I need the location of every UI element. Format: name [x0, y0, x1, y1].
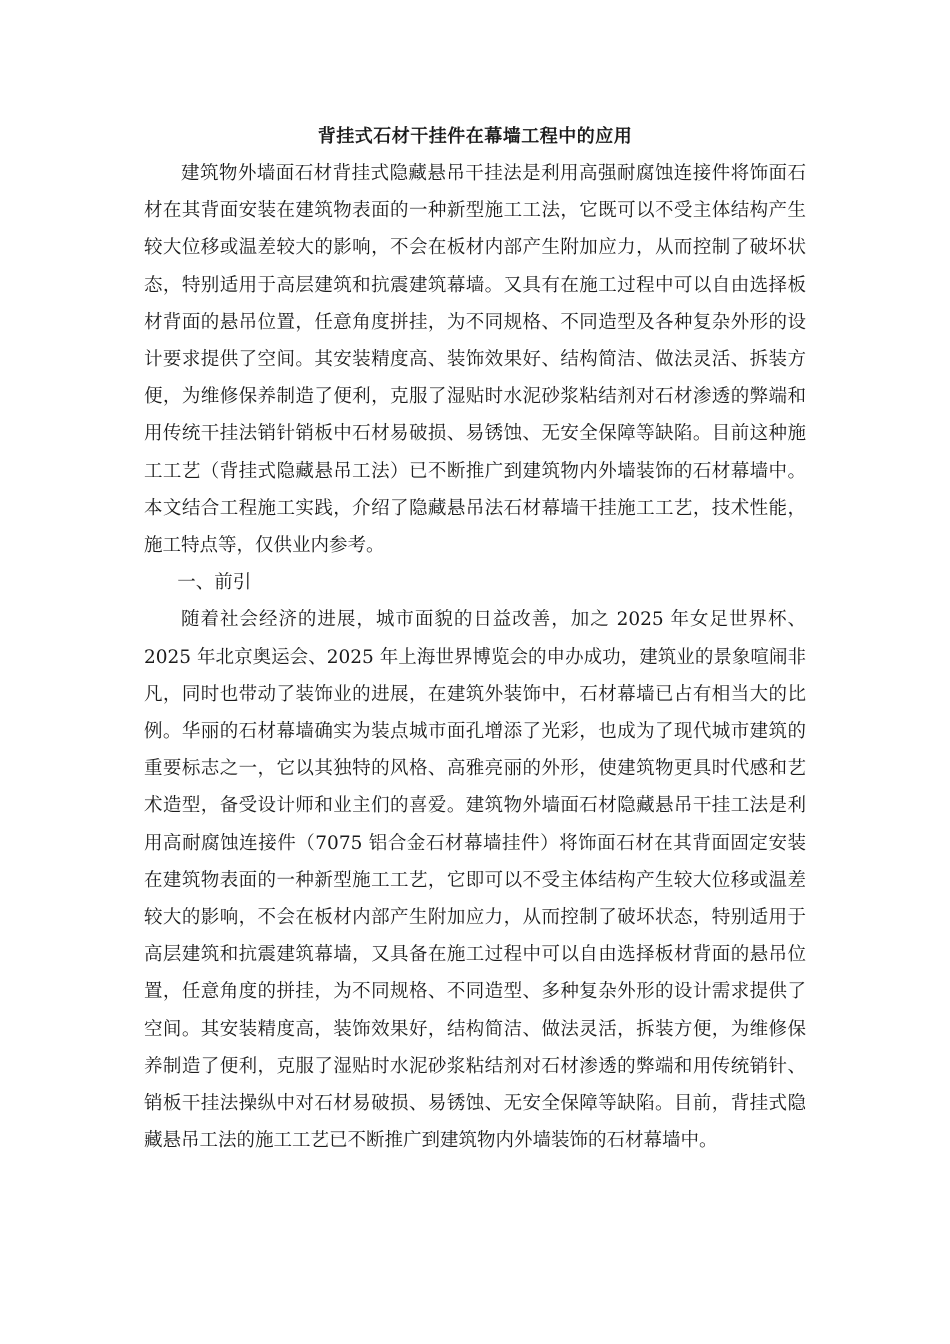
document-title: 背挂式石材干挂件在幕墙工程中的应用: [317, 126, 633, 147]
section-heading: 一、前引: [177, 572, 252, 594]
intro-paragraph: 建筑物外墙面石材背挂式隐藏悬吊干挂法是利用高强耐腐蚀连接件将饰面石材在其背面安装在建筑物表面的一种新型施工工法，它既可以不受主体结构产生较大位移或温差较大的影响，不会在板材内部产生附加应力，从而控制了破坏状态，特别适用于高层建筑和抗震建筑幕墙。又具有在施工过程中可以自由选择板材背面的悬吊位置，任意角度拼挂，为不同规格、不同造型及各种复杂外形的设计要求提供了空间。其安装精度高、装饰效果好、结构简洁、做法灵活、拆装方便，为维修保养制造了便利，克服了湿贴时水泥砂浆粘结剂对石材渗透的弊端和用传统干挂法销针销板中石材易破损、易锈蚀、无安全保障等缺陷。目前这种施工工艺（背挂式隐藏悬吊工法）已不断推广到建筑物内外墙装饰的石材幕墙中。本文结合工程施工实践，介绍了隐藏悬吊法石材幕墙干挂施工工艺，技术性能，施工特点等，仅供业内参考。: [144, 163, 806, 557]
section-paragraph: 随着社会经济的进展，城市面貌的日益改善，加之 2025 年女足世界杯、2025 年北京奥运会、2025 年上海世界博览会的申办成功，建筑业的景象喧闹非凡，同时也带动了装饰业的进展，在建筑外装饰中，石材幕墙已占有相当大的比例。华丽的石材幕墙确实为装点城市面孔增添了光彩，也成为了现代城市建筑的重要标志之一，它以其独特的风格、高雅亮丽的外形，使建筑物更具时代感和艺术造型，备受设计师和业主们的喜爱。建筑物外墙面石材隐藏悬吊干挂工法是利用高耐腐蚀连接件（7075 铝合金石材幕墙挂件）将饰面石材在其背面固定安装在建筑物表面的一种新型施工工艺，它即可以不受主体结构产生较大位移或温差较大的影响，不会在板材内部产生附加应力，从而控制了破坏状态，特别适用于高层建筑和抗震建筑幕墙，又具备在施工过程中可以自由选择板材背面的悬吊位置，任意角度的拼挂，为不同规格、不同造型、多种复杂外形的设计需求提供了空间。其安装精度高，装饰效果好，结构简洁、做法灵活，拆装方便，为维修保养制造了便利，克服了湿贴时水泥砂浆粘结剂对石材渗透的弊端和用传统销针、销板干挂法操纵中对石材易破损、易锈蚀、无安全保障等缺陷。目前，背挂式隐藏悬吊工法的施工工艺已不断推广到建筑物内外墙装饰的石材幕墙中。: [144, 609, 806, 1152]
document-body: [144, 118, 806, 1159]
